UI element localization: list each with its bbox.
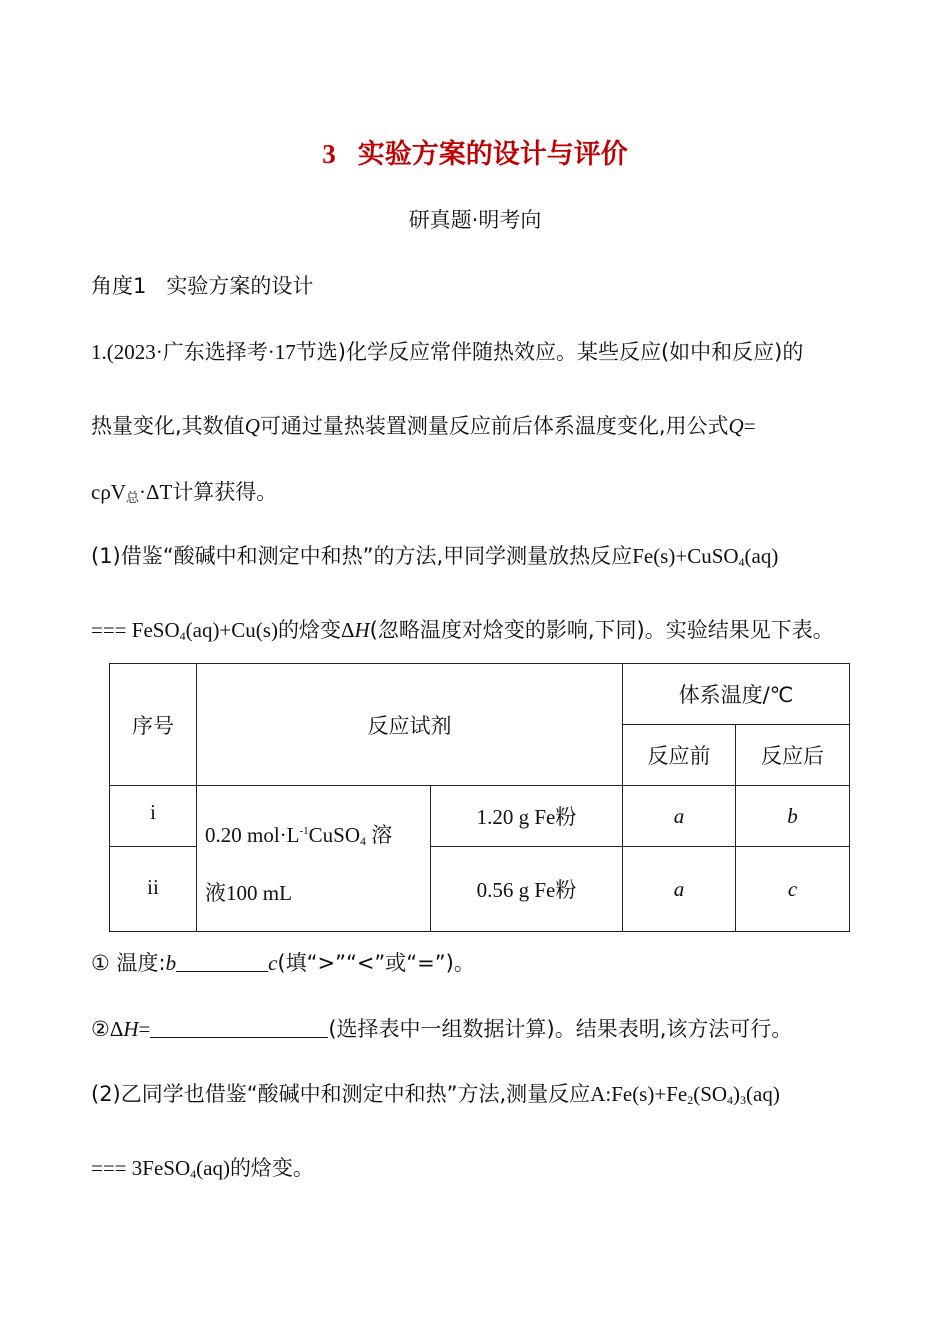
- section-label: 角度1: [91, 274, 147, 298]
- answer-blank: [150, 1019, 328, 1038]
- question-intro-line-3: cρV总·ΔT计算获得。: [91, 480, 278, 506]
- question-intro-line-2: 热量变化,其数值Q可通过量热装置测量反应前后体系温度变化,用公式Q=: [91, 414, 756, 438]
- header-after: 反应后: [736, 725, 850, 786]
- part1-line-1: (1)借鉴“酸碱中和测定中和热”的方法,甲同学测量放热反应Fe(s)+CuSO$_4$(aq): [91, 544, 779, 569]
- question-intro-line-1: 1.(2023·广东选择考·17节选)化学反应常伴随热效应。某些反应(如中和反应)的: [91, 340, 804, 364]
- page-title: 3 实验方案的设计与评价: [322, 139, 628, 170]
- header-reagent: 反应试剂: [197, 664, 623, 786]
- temp-before: a: [623, 786, 736, 847]
- part2-line-1: (2)乙同学也借鉴“酸碱中和测定中和热”方法,测量反应$A:Fe(s)+Fe_2(SO_4)_3(aq)$: [91, 1082, 780, 1107]
- part1-line-2: === FeSO$_4$(aq)+Cu(s)的焓变ΔH(忽略温度对焓变的影响,下同)。实验结果见下表。: [91, 618, 834, 643]
- subquestion-1: ① 温度:b c(填“>”“<”或“=”)。: [91, 951, 475, 975]
- subquestion-2: ②ΔH= (选择表中一组数据计算)。结果表明,该方法可行。: [91, 1017, 793, 1041]
- header-before: 反应前: [623, 725, 736, 786]
- section-text: 实验方案的设计: [166, 274, 314, 298]
- fe-amount: 1.20 g Fe粉: [431, 786, 623, 847]
- section-heading: [91, 270, 313, 300]
- answer-blank: [176, 953, 268, 972]
- temp-after: b: [736, 786, 850, 847]
- part2-line-2: === 3FeSO$_4$(aq)的焓变。: [91, 1156, 314, 1181]
- section-subtitle: 研真题·明考向: [408, 208, 542, 232]
- table-row: [110, 786, 850, 847]
- reagent-cell: 0.20 $mol\cdot L^{-1}CuSO_4$ 溶 液100 mL: [197, 786, 431, 932]
- header-index: 序号: [110, 664, 197, 786]
- temp-before: a: [623, 847, 736, 932]
- fe-amount: 0.56 g Fe粉: [431, 847, 623, 932]
- row-index: ii: [110, 847, 197, 932]
- row-index: i: [110, 786, 197, 847]
- experiment-table: [109, 663, 850, 932]
- temp-after: c: [736, 847, 850, 932]
- header-temperature: 体系温度/℃: [623, 664, 850, 725]
